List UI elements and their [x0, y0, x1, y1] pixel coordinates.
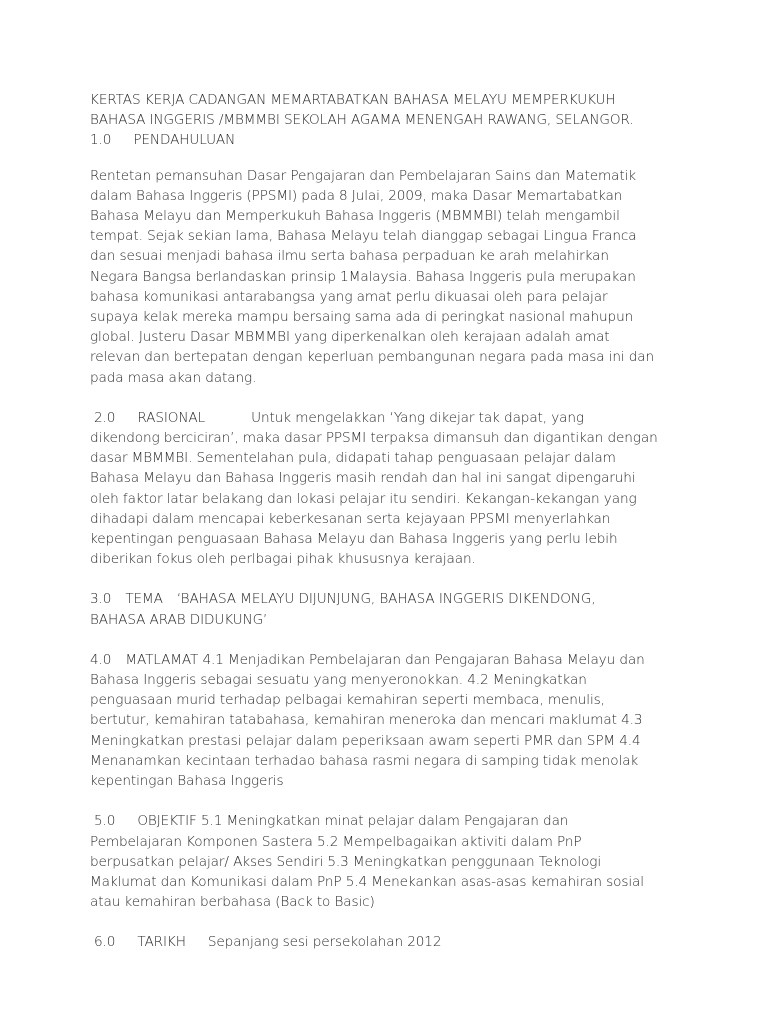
- section-1-title: PENDAHULUAN: [133, 132, 236, 149]
- section-5-title: OBJEKTIF: [137, 813, 197, 830]
- paragraph-line: 5.1 Meningkatkan minat pelajar dalam Pengajaran dan: [200, 813, 569, 830]
- section-1-paragraph: [90, 166, 678, 388]
- paragraph-line: kepentingan Bahasa Inggeris: [90, 773, 284, 790]
- paragraph-line: Meningkatkan prestasi pelajar dalam peperiksaan awam seperti PMR dan SPM 4.4: [90, 732, 641, 749]
- paragraph-line: ‘BAHASA MELAYU DIJUNJUNG, BAHASA INGGERIS DIKENDONG,: [176, 591, 596, 608]
- document-title: [90, 90, 678, 151]
- paragraph-line: relevan dan bertepatan dengan keperluan pembangunan negara pada masa ini dan: [90, 349, 655, 366]
- paragraph-line: oleh faktor latar belakang dan lokasi pelajar itu sendiri. Kekangan-kekangan yang: [90, 490, 637, 507]
- section-4-number: 4.0: [90, 651, 112, 668]
- paragraph-line: bertutur, kemahiran tatabahasa, kemahiran meneroka dan mencari maklumat 4.3: [90, 712, 643, 729]
- section-1-number: 1.0: [90, 132, 112, 149]
- title-line-2: BAHASA INGGERIS /MBMMBI SEKOLAH AGAMA MENENGAH RAWANG, SELANGOR.: [90, 112, 634, 129]
- paragraph-line: dalam Bahasa Inggeris (PPSMI) pada 8 Julai, 2009, maka Dasar Memartabatkan: [90, 187, 623, 204]
- paragraph-line: dasar MBMMBI. Sementelahan pula, didapati tahap penguasaan pelajar dalam: [90, 450, 616, 467]
- section-6-title: TARIKH: [137, 934, 186, 951]
- paragraph-line: global. Justeru Dasar MBMMBI yang diperkenalkan oleh kerajaan adalah amat: [90, 329, 610, 346]
- paragraph-line: atau kemahiran berbahasa (Back to Basic): [90, 894, 375, 911]
- paragraph-line: Maklumat dan Komunikasi dalam PnP 5.4 Menekankan asas-asas kemahiran sosial: [90, 873, 644, 890]
- paragraph-line: dikendong berciciran’, maka dasar PPSMI terpaksa dimansuh dan digantikan dengan: [90, 430, 658, 447]
- paragraph-line: berpusatkan pelajar/ Akses Sendiri 5.3 Meningkatkan penggunaan Teknologi: [90, 853, 602, 870]
- section-4-paragraph: [90, 650, 678, 791]
- section-2-title: RASIONAL: [137, 409, 206, 426]
- section-5-number: 5.0: [94, 813, 116, 830]
- section-1-heading: [90, 132, 235, 148]
- section-6-number: 6.0: [94, 934, 116, 951]
- section-6-paragraph: [90, 932, 678, 952]
- paragraph-line: Untuk mengelakkan ‘Yang dikejar tak dapat, yang: [251, 409, 584, 426]
- paragraph-line: Bahasa Melayu dan Bahasa Inggeris masih rendah dan hal ini sangat dipengaruhi: [90, 470, 636, 487]
- section-3-paragraph: [90, 589, 678, 629]
- paragraph-line: Rentetan pemansuhan Dasar Pengajaran dan Pembelajaran Sains dan Matematik: [90, 167, 637, 184]
- section-4-title: MATLAMAT: [125, 651, 199, 668]
- paragraph-line: Bahasa Inggeris sebagai sesuatu yang menyeronokkan. 4.2 Meningkatkan: [90, 672, 587, 689]
- section-2-number: 2.0: [94, 409, 116, 426]
- paragraph-line: supaya kelak mereka mampu bersaing sama ada di peringkat nasional mahupun: [90, 309, 634, 326]
- paragraph-line: Bahasa Melayu dan Memperkukuh Bahasa Inggeris (MBMMBI) telah mengambil: [90, 208, 620, 225]
- paragraph-line: tempat. Sejak sekian lama, Bahasa Melayu telah dianggap sebagai Lingua Franca: [90, 228, 637, 245]
- paragraph-line: 4.1 Menjadikan Pembelajaran dan Pengajaran Bahasa Melayu dan: [202, 651, 645, 668]
- paragraph-line: Menanamkan kecintaan terhadao bahasa rasmi negara di samping tidak menolak: [90, 752, 639, 769]
- paragraph-line: dan sesuai menjadi bahasa ilmu serta bahasa perpaduan ke arah melahirkan: [90, 248, 609, 265]
- paragraph-line: Pembelajaran Komponen Sastera 5.2 Mempelbagaikan aktiviti dalam PnP: [90, 833, 582, 850]
- paragraph-line: pada masa akan datang.: [90, 369, 257, 386]
- title-line-1: KERTAS KERJA CADANGAN MEMARTABATKAN BAHASA MELAYU MEMPERKUKUH: [90, 92, 616, 108]
- paragraph-line: BAHASA ARAB DIDUKUNG’: [90, 611, 268, 628]
- paragraph-line: penguasaan murid terhadap pelbagai kemahiran seperti membaca, menulis,: [90, 692, 605, 709]
- paragraph-line: dihadapi dalam mencapai keberkesanan serta kejayaan PPSMI menyerlahkan: [90, 510, 611, 527]
- section-3-title: TEMA: [125, 591, 163, 608]
- paragraph-line: Sepanjang sesi persekolahan 2012: [207, 934, 442, 951]
- paragraph-line: Negara Bangsa berlandaskan prinsip 1Malaysia. Bahasa Inggeris pula merupakan: [90, 268, 636, 285]
- paragraph-line: diberikan fokus oleh perlbagai pihak khususnya kerajaan.: [90, 551, 476, 568]
- paragraph-line: bahasa komunikasi antarabangsa yang amat perlu dikuasai oleh para pelajar: [90, 288, 608, 305]
- paragraph-line: kepentingan penguasaan Bahasa Melayu dan Bahasa Inggeris yang perlu lebih: [90, 531, 618, 548]
- section-2-paragraph: [90, 408, 678, 570]
- section-3-number: 3.0: [90, 591, 112, 608]
- section-5-paragraph: [90, 811, 678, 912]
